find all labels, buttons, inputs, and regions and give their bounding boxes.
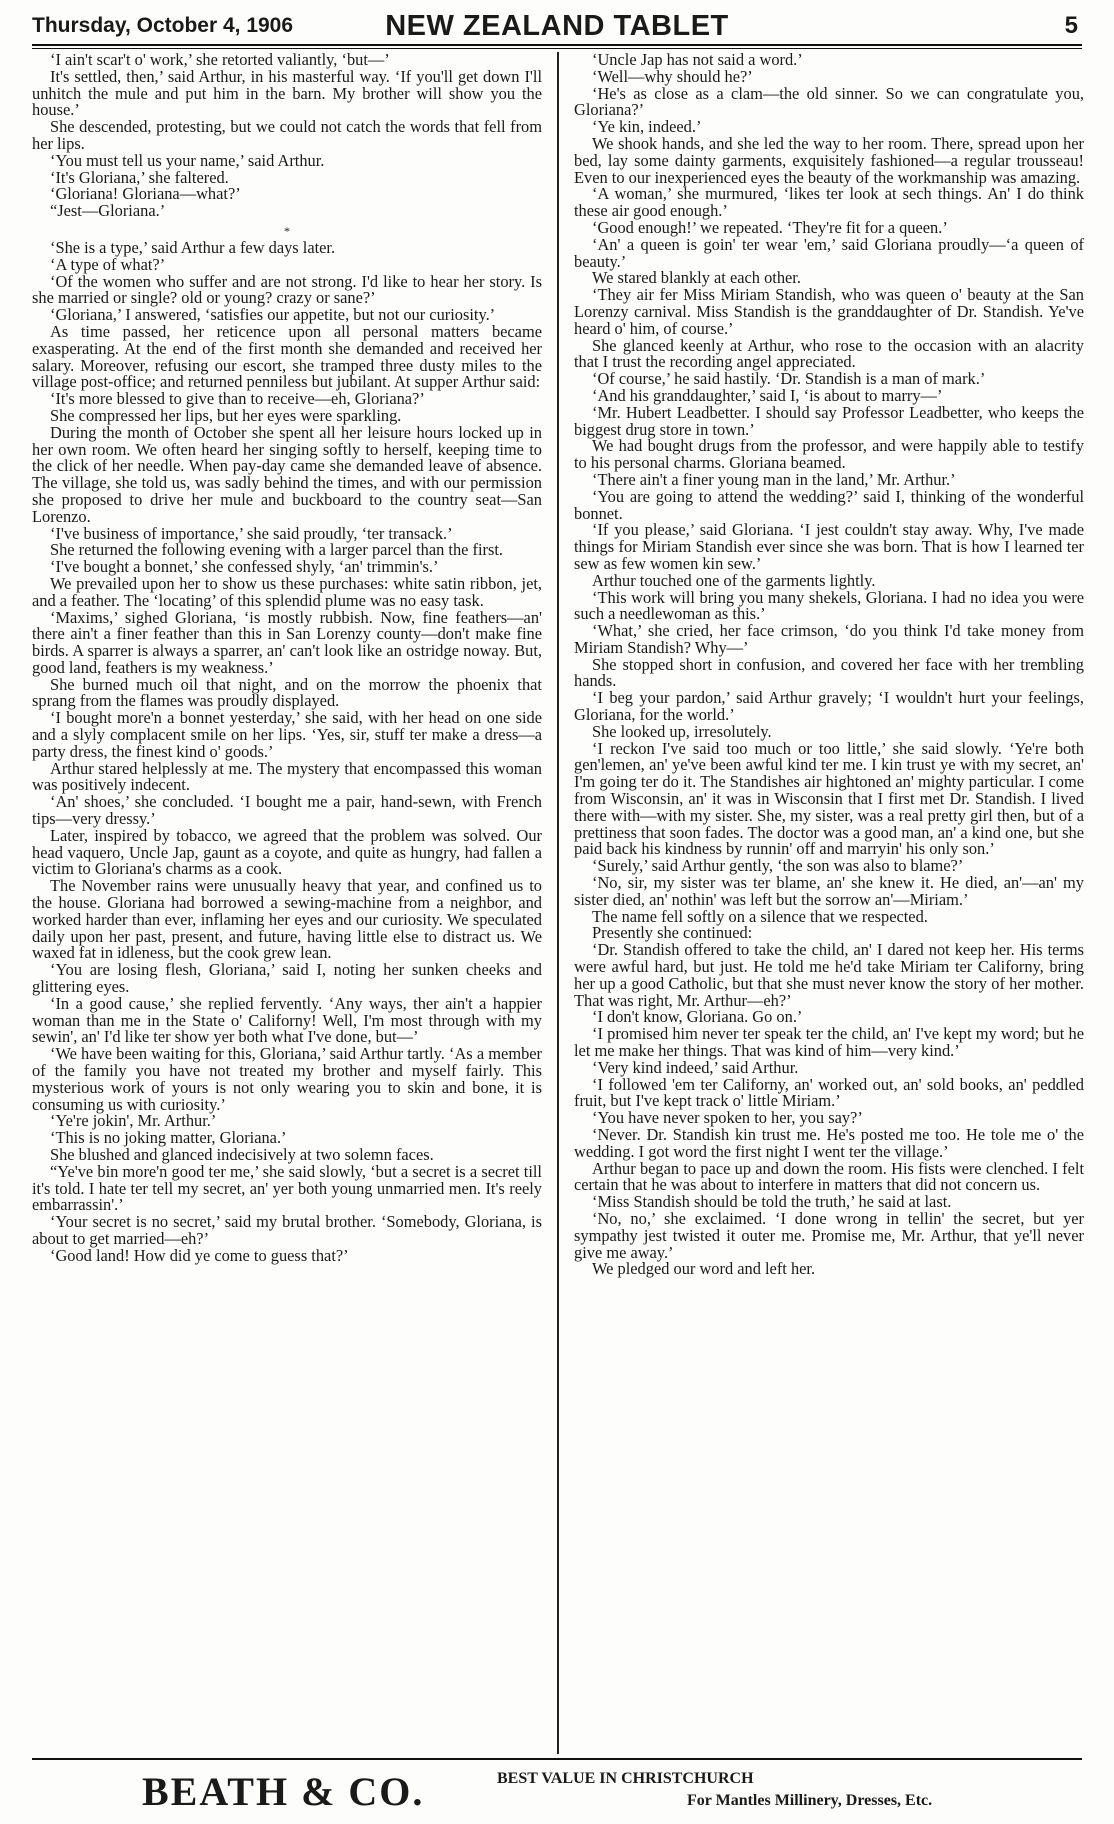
paragraph: ‘This is no joking matter, Gloriana.’ — [50, 1128, 287, 1148]
paragraph: ‘They air fer Miss Miriam Standish, who was queen o' beauty at the San Lorenzy carnival. Miss Standish is the granddaughter of Dr. Standish. Ye've heard o' him, of course.’ — [574, 285, 1084, 338]
paragraph: She compressed her lips, but her eyes were sparkling. — [50, 405, 402, 425]
paragraph: ‘Ye're jokin', Mr. Arthur.’ — [50, 1111, 217, 1131]
paragraph: It's settled, then,’ said Arthur, in his masterful way. ‘If you'll get down I'll unhitch the mule and put him in the barn. My brother will show you the house.’ — [32, 66, 542, 120]
paragraph: ‘This work will bring you many shekels, Gloriana. I had no idea you were such a needlewoman as this.’ — [574, 587, 1084, 624]
paragraph: ‘Miss Standish should be told the truth,’ he said at last. — [592, 1192, 952, 1212]
paragraph: ‘I don't know, Gloriana. Go on.’ — [592, 1007, 803, 1027]
paragraph: ‘Uncle Jap has not said a word.’ — [592, 52, 803, 69]
paragraph: ‘A type of what?’ — [50, 254, 166, 274]
paragraph: ‘Gloriana! Gloriana—what?’ — [50, 184, 241, 204]
paragraph: ‘If you please,’ said Gloriana. ‘I jest couldn't stay away. Why, I've made things for Miriam Standish ever since she was born. That is how I learned ter sew as few women kin sew.’ — [574, 520, 1084, 573]
ad-brand: BEATH & CO. — [142, 1769, 425, 1814]
paragraph: She glanced keenly at Arthur, who rose to the occasion with an alacrity that I trust the recording angel appreciated. — [574, 335, 1084, 372]
paragraph: ‘And his granddaughter,’ said I, ‘is about to marry—’ — [592, 385, 943, 405]
advertisement — [32, 1766, 1082, 1818]
paragraph: We prevailed upon her to show us these purchases: white satin ribbon, jet, and a feather. The ‘locating’ of this splendid plume was no easy task. — [32, 573, 542, 610]
paragraph: ‘Of the women who suffer and are not strong. I'd like to hear her story. Is she married or single? old or young? crazy or sane?’ — [32, 271, 542, 308]
paragraph: Arthur touched one of the garments lightly. — [592, 570, 876, 590]
paragraph: ‘He's as close as a clam—the old sinner. So we can congratulate you, Gloriana?’ — [574, 83, 1084, 120]
paragraph: Arthur began to pace up and down the room. His fists were clenched. I felt certain that he was about to interfere in matters that did not concern us. — [574, 1158, 1084, 1195]
paragraph: ‘Never. Dr. Standish kin trust me. He's posted me too. He tole me o' the wedding. I got word the first night I went ter the village.’ — [574, 1125, 1084, 1161]
paragraph: ‘She is a type,’ said Arthur a few days later. — [50, 237, 336, 257]
paragraph: She stopped short in confusion, and covered her face with her trembling hands. — [574, 654, 1084, 691]
paragraph: ‘There ain't a finer young man in the land,’ Mr. Arthur.’ — [592, 469, 956, 489]
paragraph: ‘I promised him never ter speak ter the child, an' I've kept my word; but he let me make her things. That was kind of him—very kind.’ — [574, 1024, 1084, 1061]
paragraph: ‘An' shoes,’ she concluded. ‘I bought me a pair, hand-sewn, with French tips—very dressy.’ — [32, 792, 542, 829]
paragraph: ‘What,’ she cried, her face crimson, ‘do you think I'd take money from Miriam Standish? Why—’ — [574, 621, 1084, 657]
column-divider — [557, 52, 559, 1754]
ad-tagline: BEST VALUE IN CHRISTCHURCH — [497, 1770, 754, 1787]
paragraph: ‘Maxims,’ sighed Gloriana, ‘is mostly rubbish. Now, fine feathers—an' there ain't a finer feather than this in San Lorenzy county—don't make fine birds. A sparrer is always a sparrer, an' can't look like an ostridge noway. But, good land, feathers is my weakness.’ — [32, 607, 542, 677]
paragraph: She burned much oil that night, and on the morrow the phoenix that sprang from the flames was proudly displayed. — [32, 674, 542, 711]
paragraph: ‘Well—why should he?’ — [592, 66, 753, 86]
page-number: 5 — [1064, 12, 1078, 39]
paragraph: As time passed, her reticence upon all personal matters became exasperating. At the end of the first month she demanded and received her salary. Moreover, refusing our escort, she tramped three dusty miles to the village post-office; and returned penniless but jubilant. At supper Arthur said: — [32, 321, 542, 392]
paragraph: ‘Surely,’ said Arthur gently, ‘the son was also to blame?’ — [592, 856, 964, 876]
paragraph: ‘You are losing flesh, Gloriana,’ said I, noting her sunken cheeks and glittering eyes. — [32, 960, 542, 997]
paragraph: We pledged our word and left her. — [592, 1259, 816, 1279]
right-column — [574, 52, 1084, 1732]
paragraph: ‘I've business of importance,’ she said proudly, ‘ter transack.’ — [50, 523, 453, 543]
paragraph: ‘Mr. Hubert Leadbetter. I should say Professor Leadbetter, who keeps the biggest drug store in town.’ — [574, 402, 1084, 439]
section-break: * — [284, 223, 290, 238]
paragraph: ‘We have been waiting for this, Gloriana,’ said Arthur tartly. ‘As a member of the family you have not treated my brother and myself fairly. This mysterious work of yours is not only wearing you to skin and bone, it is consuming us with curiosity.’ — [32, 1044, 542, 1114]
paragraph: We had bought drugs from the professor, and were happily able to testify to his personal charms. Gloriana beamed. — [574, 436, 1084, 473]
issue-date: Thursday, October 4, 1906 — [32, 14, 294, 37]
paragraph: ‘It's more blessed to give than to receive—eh, Gloriana?’ — [50, 389, 425, 409]
paragraph: “Ye've bin more'n good ter me,’ she said slowly, ‘but a secret is a secret till it's told. I hate ter tell my secret, an' yer both young unmarried men. It's reely embarrassin'.’ — [32, 1161, 542, 1215]
paragraph: She blushed and glanced indecisively at two solemn faces. — [50, 1145, 434, 1164]
paragraph: ‘I beg your pardon,’ said Arthur gravely; ‘I wouldn't hurt your feelings, Gloriana, for the world.’ — [574, 688, 1084, 725]
paragraph: ‘It's Gloriana,’ she faltered. — [50, 167, 229, 187]
page-header — [32, 8, 1082, 42]
header-rule — [32, 44, 1082, 49]
paragraph: ‘I followed 'em ter Californy, an' worked out, an' sold books, an' peddled fruit, but I've kept track o' little Miriam.’ — [574, 1074, 1084, 1111]
paragraph: ‘A woman,’ she murmured, ‘likes ter look at sech things. An' I do think these air good enough.’ — [574, 184, 1084, 221]
paragraph: ‘Good land! How did ye come to guess that?’ — [50, 1245, 349, 1265]
footer-rule — [32, 1758, 1082, 1760]
paragraph: Later, inspired by tobacco, we agreed that the problem was solved. Our head vaquero, Uncle Jap, gaunt as a coyote, and quite as hungry, had fallen a victim to Gloriana's charms as a cook. — [32, 825, 542, 879]
paragraph: ‘Dr. Standish offered to take the child, an' I dared not keep her. His terms were awful hard, but just. He told me he'd take Miriam ter Californy, bring her up a good Catholic, but that she must never know the story of her mother. That was right, Mr. Arthur—eh?’ — [574, 940, 1084, 1010]
paragraph: She returned the following evening with a larger parcel than the first. — [50, 540, 504, 560]
paragraph: ‘You have never spoken to her, you say?’ — [592, 1108, 863, 1128]
paragraph: ‘I've bought a bonnet,’ she confessed shyly, ‘an' trimmin's.’ — [50, 557, 439, 577]
paragraph: ‘Good enough!’ we repeated. ‘They're fit for a queen.’ — [592, 217, 948, 237]
paragraph: ‘In a good cause,’ she replied fervently. ‘Any ways, ther ain't a happier woman than me in the State o' Californy! Well, I'm most through with my sewin', an' I'd like ter show yer both what I've done, but—’ — [32, 993, 542, 1047]
paragraph: During the month of October she spent all her leisure hours locked up in her own room. We often heard her singing softly to herself, keeping time to the click of her needle. When pay-day came she demanded leave of absence. The village, she told us, was sadly behind the times, and with our permission she proposed to drive her mule and buckboard to the country seat—San Lorenzo. — [32, 422, 542, 526]
left-column — [32, 52, 542, 1732]
paragraph: ‘Ye kin, indeed.’ — [592, 117, 702, 137]
masthead-title: NEW ZEALAND TABLET — [385, 10, 729, 42]
paragraph: Presently she continued: — [592, 923, 753, 943]
paragraph: ‘No, no,’ she exclaimed. ‘I done wrong in tellin' the secret, but yer sympathy jest twisted it outer me. Promise me, Mr. Arthur, that ye'll never give me away.’ — [574, 1208, 1084, 1262]
paragraph: She looked up, irresolutely. — [592, 721, 772, 741]
paragraph: ‘You are going to attend the wedding?’ said I, thinking of the wonderful bonnet. — [574, 486, 1084, 523]
paragraph: ‘I reckon I've said too much or too little,’ she said slowly. ‘Ye're both gen'lemen, an' ye've been awful kind ter me. I kin trust ye with my secret, an' I'm going ter do it. The Standishes air hightoned an' mighty particular. I come from Wisconsin, an' it was in Wisconsin that I first met Dr. Standish. I lived there with—with my sister. She, my sister, was a real pretty girl then, but of a prettiness that soon fades. The doctor was a good man, an' a kind one, but she paid back his kindness by runnin' off and marryin' his only son.’ — [574, 738, 1084, 859]
paragraph: ‘I ain't scar't o' work,’ she retorted valiantly, ‘but—’ — [50, 52, 390, 69]
paragraph: ‘Your secret is no secret,’ said my brutal brother. ‘Somebody, Gloriana, is about to get married—eh?’ — [32, 1212, 542, 1248]
paragraph: ‘An' a queen is goin' ter wear 'em,’ said Gloriana proudly—‘a queen of beauty.’ — [574, 234, 1084, 271]
paragraph: We shook hands, and she led the way to her room. There, spread upon her bed, lay some dainty garments, exquisitely fashioned—a regular trousseau! Even to our inexperienced eyes the beauty of the workmanship was amazing. — [574, 133, 1084, 187]
paragraph: We stared blankly at each other. — [592, 268, 801, 288]
paragraph: ‘You must tell us your name,’ said Arthur. — [50, 150, 325, 170]
paragraph: “Jest—Gloriana.’ — [50, 201, 166, 221]
ad-subtagline: For Mantles Millinery, Dresses, Etc. — [687, 1792, 933, 1809]
paragraph: She descended, protesting, but we could not catch the words that fell from her lips. — [32, 117, 542, 153]
paragraph: ‘Very kind indeed,’ said Arthur. — [592, 1057, 799, 1077]
paragraph: ‘I bought more'n a bonnet yesterday,’ she said, with her head on one side and a slyly complacent smile on her lips. ‘Yes, sir, stuff ter make a dress—a party dress, the finest kind o' goods.’ — [32, 708, 542, 761]
paragraph: The November rains were unusually heavy that year, and confined us to the house. Gloriana had borrowed a sewing-machine from a neighbor, and worked harder than ever, inflaming her eyes and our curiosity. We speculated daily upon her past, present, and future, having little else to distract us. We waxed fat in idleness, but the cook grew lean. — [32, 876, 542, 963]
paragraph: ‘No, sir, my sister was ter blame, an' she knew it. He died, an'—an' my sister died, an' nothin' was left but the sorrow an'—Miriam.’ — [574, 873, 1084, 909]
paragraph: The name fell softly on a silence that we respected. — [592, 906, 928, 926]
paragraph: Arthur stared helplessly at me. The mystery that encompassed this woman was positively indecent. — [32, 758, 542, 795]
paragraph: ‘Of course,’ he said hastily. ‘Dr. Standish is a man of mark.’ — [592, 369, 986, 389]
paragraph: ‘Gloriana,’ I answered, ‘satisfies our appetite, but not our curiosity.’ — [50, 305, 496, 325]
